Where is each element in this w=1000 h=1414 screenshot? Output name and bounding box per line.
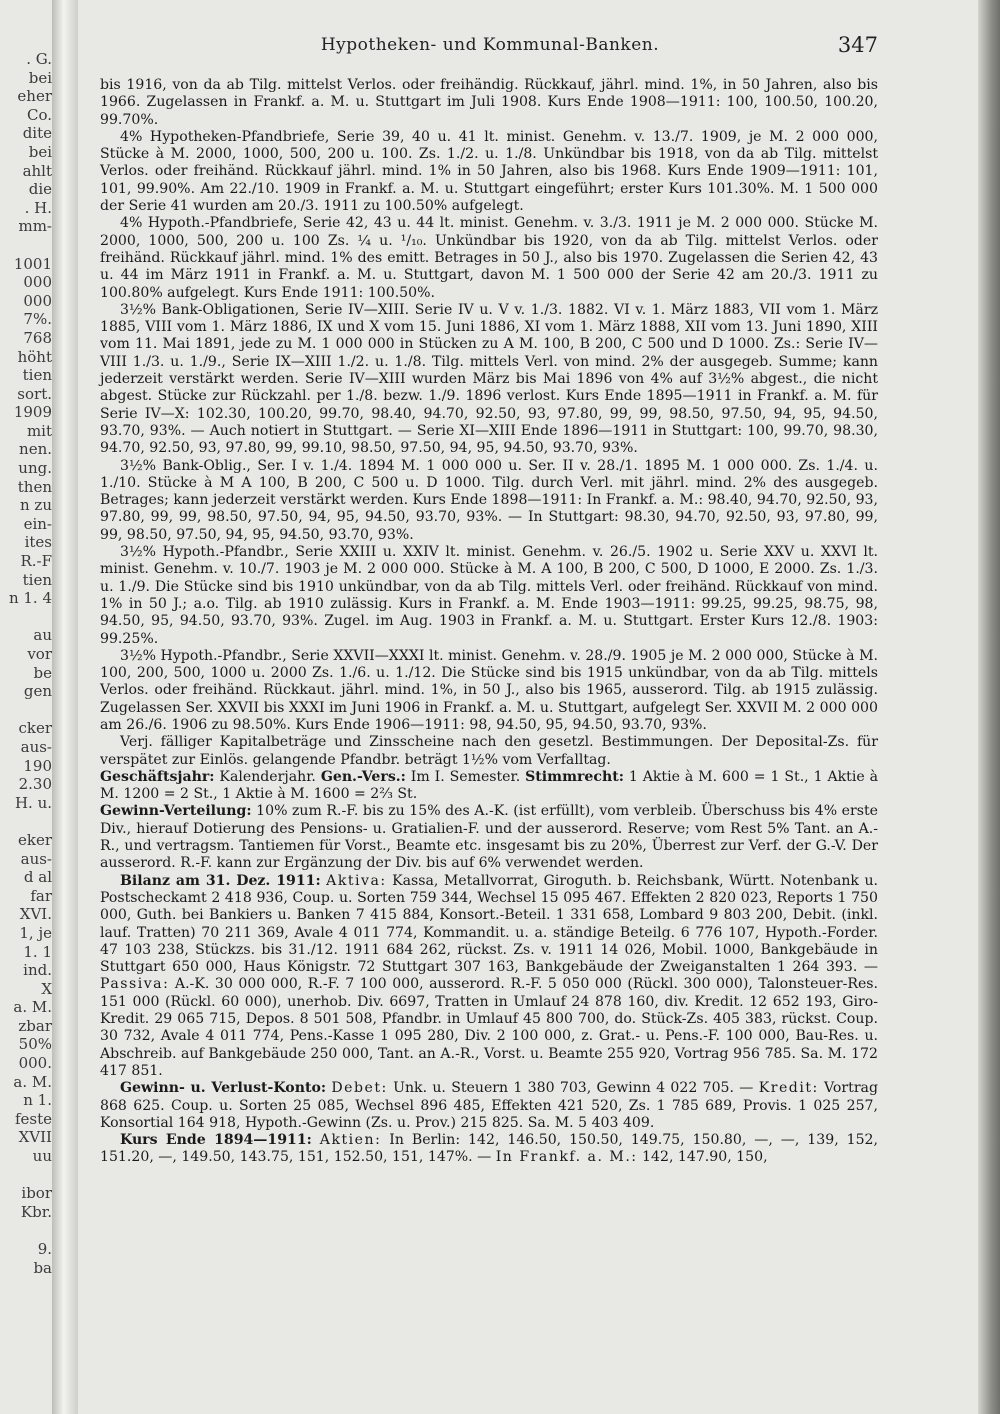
previous-page-fragment: far <box>30 886 52 905</box>
spaced-label: Passiva: <box>100 976 170 993</box>
header-title: Hypotheken- und Kommunal-Banken. <box>320 35 660 55</box>
paragraph <box>100 77 878 129</box>
paragraph <box>100 734 878 769</box>
previous-page-fragment: cker <box>18 719 52 738</box>
previous-page-fragment: then <box>17 477 52 496</box>
text-run: Kalenderjahr. <box>214 768 321 785</box>
bold-heading: Stimmrecht: <box>525 768 624 785</box>
previous-page-fragment: H. u. <box>14 793 52 812</box>
paragraph <box>100 648 878 734</box>
bold-heading: Gen.-Vers.: <box>320 768 406 785</box>
text-run: 10% zum R.-F. bis zu 15% des A.-K. (ist erfüllt), vom verbleib. Überschuss bis 4% erste Div., hierauf Dotierung des Pensions- u. Gratialien-F. und der ausserord. Reserve; vom Rest 5% Tant. an A.-R., und vertragsm. Tantiemen für Vorst., Beamte etc. insgesamt bis zu 20%, Überrest zur Verf. der G.-V. Der ausserord. R.-F. kann zur Ergänzung der Div. bis auf 6% verwendet werden. <box>100 803 878 872</box>
previous-page-fragment <box>0 1221 52 1240</box>
previous-page-fragment: gen <box>23 682 52 701</box>
previous-page-fragment: uu <box>32 1147 52 1166</box>
previous-page-fragment: 1. 1 <box>23 942 52 961</box>
page-number: 347 <box>837 33 878 57</box>
text-run: 4% Hypoth.-Pfandbriefe, Serie 42, 43 u. 44 lt. minist. Genehm. v. 3./3. 1911 je M. 2 000 000. Stücke M. 2000, 1000, 500, 200 u. 100 Zs. ¼ u. ¹/₁₀. Unkündbar bis 1920, von da ab Tilg. mittelst Verlos. oder freihänd. Rückkauf jährl. mind. 1% des emitt. Betrages in 50 J., also bis 1970. Zugelassen die Serien 42, 43 u. 44 im März 1911 in Frankf. a. M. u. Stuttgart, davon M. 1 500 000 der Serie 42 am 20./3. 1911 zu 100.80% aufgelegt. Kurs Ende 1911: 100.50%. <box>100 215 878 301</box>
previous-page-fragment: 50% <box>18 1035 52 1054</box>
previous-page-fragment: XVII <box>18 1128 52 1147</box>
previous-page-fragment: feste <box>14 1109 52 1128</box>
bold-heading: Bilanz am 31. Dez. 1911: <box>120 872 321 889</box>
spaced-label: Kredit: <box>758 1080 819 1097</box>
previous-page-fragment: n 1. 4 <box>8 589 52 608</box>
main-text-body <box>100 77 878 1167</box>
previous-page-fragment <box>0 608 52 627</box>
previous-page-fragment: die <box>28 180 52 199</box>
spaced-label: Aktien: <box>319 1132 382 1149</box>
paragraph <box>100 129 878 215</box>
previous-page-fragment: ind. <box>23 961 52 980</box>
previous-page-fragment: bei <box>28 142 52 161</box>
previous-page-fragment: eher <box>17 87 52 106</box>
previous-page-fragment: ung. <box>18 459 52 478</box>
previous-page-fragment: tien <box>22 570 52 589</box>
previous-page-fragment: aus- <box>20 737 52 756</box>
previous-page-fragment: n 1. <box>23 1091 52 1110</box>
previous-page-fragment: 2.30 <box>18 775 52 794</box>
previous-page-fragment: Kbr. <box>20 1202 52 1221</box>
previous-page-fragment: nen. <box>19 440 52 459</box>
previous-page-fragment: 000 <box>23 291 52 310</box>
previous-page-fragment: 000. <box>18 1054 52 1073</box>
previous-page-fragment: eker <box>17 830 52 849</box>
previous-page-fragment: 9. <box>37 1240 52 1258</box>
text-run: Vortrag 868 625. Coup. u. Sorten 25 085, Wechsel 896 485, Effekten 421 520, Zs. 1 785 689, Provis. 1 025 257, Konsortial 164 918, Hypoth.-Gewinn (Zs. u. Prov.) 215 825. Sa. M. 5 403 409. <box>100 1080 878 1131</box>
previous-page-fragment: be <box>33 663 52 682</box>
previous-page-fragment: tien <box>22 366 52 385</box>
paragraph <box>100 215 878 301</box>
previous-page-fragment: sort. <box>17 384 52 403</box>
previous-page-fragment: ba <box>33 1258 52 1277</box>
previous-page-fragment: mit <box>26 421 52 440</box>
previous-page-fragment: 000 <box>23 273 52 292</box>
paragraph <box>100 769 878 804</box>
text-run: Verj. fälliger Kapitalbeträge und Zinsscheine nach den gesetzl. Bestimmungen. Der Deposital-Zs. für verspätet zur Einlös. gelangende Pfandbr. beträgt 1½% vom Verfalltag. <box>100 734 878 768</box>
spaced-label: In Frankf. a. M.: <box>495 1149 638 1166</box>
previous-page-fragment: 7%. <box>23 310 52 329</box>
text-run: 3½% Hypoth.-Pfandbr., Serie XXIII u. XXIV lt. minist. Genehm. v. 26./5. 1902 u. Serie XXV u. XXVI lt. minist. Genehm. v. 10./7. 1903 je M. 2 000 000. Stücke à M. A 100, B 200, C 500, D 1000, E 2000. Zs. 1./3. u. 1./9. Die Stücke sind bis 1910 unkündbar, von da ab Tilg. mittels Verl. oder freihänd. Rückkauf von mind. 1% in 50 J.; a.o. Tilg. ab 1910 zulässig. Kurs in Frankf. a. M. Ende 1903—1911: 99.25, 99.25, 98.75, 98, 94.50, 95, 94.50, 93.70, 93%. Zugel. im Aug. 1903 in Frankf. a. M. u. Stuttgart. Erster Kurs 12./8. 1903: 99.25%. <box>100 544 878 647</box>
text-run: 3½% Hypoth.-Pfandbr., Serie XXVII—XXXI lt. minist. Genehm. v. 28./9. 1905 je M. 2 000 000, Stücke à M. 100, 200, 500, 1000 u. 2000 Zs. 1./6. u. 1./12. Die Stücke sind bis 1915 unkündbar, von da ab Tilg. mittels Verlos. oder freihänd. Rückkaut. jährl. mind. 1%, in 50 J., also bis 1965, ausserord. Tilg. ab 1915 zulässig. Zugelassen Ser. XXVII bis XXXI im Juni 1906 in Frankf. a. M. u. Stuttgart, aufgelegt Ser. XXVII M. 2 000 000 am 26./6. 1906 zu 98.50%. Kurs Ende 1906—1911: 98, 94.50, 95, 94.50, 93.70, 93%. <box>100 647 878 733</box>
paragraph <box>100 803 878 872</box>
running-header <box>100 35 880 59</box>
text-run: 4% Hypotheken-Pfandbriefe, Serie 39, 40 u. 41 lt. minist. Genehm. v. 13./7. 1909, je M. 2 000 000, Stücke à M. 2000, 1000, 500, 200 u. 100. Zs. 1./2. u. 1./8. Unkündbar bis 1918, von da ab Tilg. mittelst Verlos. oder freihänd. Rückkauf jährl. mind. 1% in 50 Jahren, also bis 1968. Kurs Ende 1909—1911: 101, 101, 99.90%. Am 22./10. 1909 in Frankf. a. M. u. Stuttgart eingeführt; erster Kurs 101.30%. M. 1 500 000 der Serie 41 wurden am 20./3. 1911 zu 100.50% aufgelegt. <box>100 128 878 215</box>
paragraph <box>100 302 878 458</box>
previous-page-fragment: mm- <box>18 217 52 236</box>
text-run: Kassa, Metallvorrat, Giroguth. b. Reichsbank, Württ. Notenbank u. Postscheckamt 2 418 936, Coup. u. Sorten 759 344, Wechsel 15 095 467. Effekten 2 820 023, Reports 1 750 000, Guth. bei Bankiers u. Banken 7 415 884, Konsort.-Beteil. 1 331 658, Lombard 9 803 200, Debit. (inkl. lauf. Tratten) 70 211 369, Avale 4 011 774, Kommandit. u. a. ständige Beteilg. 6 776 107, Hypoth.-Forder. 47 103 238, Stückzs. bis 31./12. 1911 684 262, rückst. Zs. v. 1911 14 026, Mobil. 1000, Bankgebäude in Stuttgart 650 000, Haus Königstr. 72 Stuttgart 307 163, Bankgebäude der Zweiganstalten 1 264 393. — <box>100 872 878 976</box>
text-run: 3½% Bank-Obligationen, Serie IV—XIII. Serie IV u. V v. 1./3. 1882. VI v. 1. März 1883, VII vom 1. März 1885, VIII vom 1. März 1886, IX und X vom 15. Juni 1886, XI vom 1. März 1888, XII vom 13. Juni 1890, XIII vom 11. Mai 1891, jede zu M. 1 000 000 in Stücken zu A M. 100, B 200, C 500 und D 1000. Zs.: Serie IV—VIII 1./3. u. 1./9., Serie IX—XIII 1./2. u. 1./8. Tilg. mittels Verl. von mind. 2% der ausgegeb. Summe; kann jederzeit verstärkt werden. Serie IV—XIII wurden März bis Mai 1896 von 4% auf 3½% abgest., die nicht abgest. Stücke zur Rückzahl. per 1./8. bezw. 1./9. 1896 verlost. Kurs Ende 1895—1911 in Frankf. a. M. für Serie IV—X: 102.30, 100.20, 99.70, 98.40, 94.70, 92.50, 93, 97.80, 99, 99, 98.50, 97.50, 94, 95, 94.50, 93.70, 93%. — Auch notiert in Stuttgart. — Serie XI—XIII Ende 1896—1911 in Stuttgart: 100, 99.70, 98.30, 94.70, 92.50, 93, 97.80, 99, 99.10, 98.50, 97.50, 94, 95, 94.50, 93.70, 93%. <box>100 301 878 457</box>
paragraph <box>100 544 878 648</box>
bold-heading: Gewinn-Verteilung: <box>100 803 252 820</box>
text-run: Im I. Semester. <box>405 768 526 785</box>
text-run: In Berlin: 142, 146.50, 150.50, 149.75, 150.80, —, —, 139, 152, 151.20, —, 149.50, 143.75, 151, 152.50, 151, 147%. — <box>100 1132 878 1166</box>
previous-page-fragment: 768 <box>23 328 52 347</box>
text-run: A.-K. 30 000 000, R.-F. 7 100 000, ausserord. R.-F. 5 050 000 (Rückl. 300 000), Talonsteuer-Res. 151 000 (Rückl. 60 000), unerhob. Div. 6697, Tratten in Umlauf 24 878 160, div. Kredit. 12 652 193, Giro-Kredit. 29 065 715, Depos. 8 501 508, Pfandbr. in Umlauf 45 800 700, do. Stück-Zs. 405 383, rückst. Coup. 30 732, Avale 4 011 774, Pens.-Kasse 1 095 280, Div. 2 100 000, z. Grat.- u. Pens.-F. 100 000, Bau-Res. u. Abschreib. auf Bankgebäude 250 000, Tant. an A.-R., Vorst. u. Beamte 255 920, Vortrag 956 785. Sa. M. 172 417 851. <box>100 976 878 1079</box>
previous-page-fragment <box>0 236 52 255</box>
text-run: 142, 147.90, 150, <box>637 1149 768 1166</box>
previous-page-fragment: 1, je <box>19 923 52 942</box>
book-gutter-fold <box>52 0 78 1414</box>
previous-page-fragment: au <box>33 626 52 645</box>
previous-page-fragment <box>0 701 52 720</box>
previous-page-fragment <box>0 1166 52 1185</box>
bold-heading: Geschäftsjahr: <box>100 768 215 785</box>
previous-page-fragment: 190 <box>23 756 52 775</box>
previous-page-fragment: dite <box>22 124 52 143</box>
previous-page-fragment: . H. <box>24 198 52 217</box>
previous-page-fragment: a. M. <box>13 1072 52 1091</box>
paragraph <box>100 1132 878 1167</box>
previous-page-fragment: n zu <box>20 496 52 515</box>
previous-page-fragment: d al <box>23 868 52 887</box>
paragraph <box>100 1080 878 1132</box>
text-run: 3½% Bank-Oblig., Ser. I v. 1./4. 1894 M. 1 000 000 u. Ser. II v. 28./1. 1895 M. 1 000 000. Zs. 1./4. u. 1./10. Stücke à M A 100, B 200, C 500 u. D 1000. Tilg. durch Verl. mit jährl. mind. 2% des ausgegeb. Betrages; kann jederzeit verstärkt werden. Kurs Ende 1898—1911: In Frankf. a. M.: 98.40, 94.70, 92.50, 93, 97.80, 99, 99, 98.50, 97.50, 94, 95, 94.50, 93.70, 93%. — In Stuttgart: 98.30, 94.70, 92.50, 93, 97.80, 99, 99, 98.50, 97.50, 94, 95, 94.50, 93.70, 93%. <box>100 457 878 543</box>
previous-page-fragment: a. M. <box>13 998 52 1017</box>
page-edge <box>978 0 1000 1414</box>
previous-page-fragment: ibor <box>21 1184 52 1203</box>
previous-page-fragment: bei <box>28 68 52 87</box>
previous-page-fragment: ein- <box>23 514 52 533</box>
paragraph <box>100 458 878 544</box>
previous-page-fragment: Co. <box>26 105 52 124</box>
previous-page-fragment: . G. <box>26 50 52 68</box>
previous-page-fragment: zbar <box>18 1016 52 1035</box>
previous-page-fragment: ites <box>24 533 52 552</box>
bold-heading: Gewinn- u. Verlust-Konto: <box>120 1080 327 1097</box>
previous-page-fragment: 1909 <box>13 403 52 422</box>
previous-page-fragment <box>0 812 52 831</box>
previous-page-fragment: XVI. <box>19 905 52 924</box>
bold-heading: Kurs Ende 1894—1911: <box>120 1132 312 1149</box>
previous-page-fragment: 1001 <box>13 254 52 273</box>
paragraph <box>100 873 878 1081</box>
previous-page-fragment: aus- <box>20 849 52 868</box>
text-run: 1 Aktie à M. 600 = 1 St., 1 Aktie à M. 1200 = 2 St., 1 Aktie à M. 1600 = 2⅔ St. <box>100 768 878 803</box>
text-run: Unk. u. Steuern 1 380 703, Gewinn 4 022 705. — <box>387 1080 759 1097</box>
previous-page-fragment: vor <box>27 645 52 663</box>
text-run: bis 1916, von da ab Tilg. mittelst Verlos. oder freihändig. Rückkauf, jährl. mind. 1%, in 50 Jahren, also bis 1966. Zugelassen in Frankf. a. M. u. Stuttgart im Juli 1908. Kurs Ende 1908—1911: 100, 100.50, 100.20, 99.70%. <box>100 77 878 128</box>
previous-page-fragment: ahlt <box>22 161 52 180</box>
previous-page-fragment: R.-F <box>20 552 52 571</box>
spaced-label: Aktiva: <box>326 872 387 889</box>
spaced-label: Debet: <box>331 1080 388 1097</box>
previous-page-fragment: X <box>41 979 52 998</box>
previous-page-column <box>0 50 52 1277</box>
text-run <box>312 1132 320 1148</box>
previous-page-fragment: höht <box>17 347 52 366</box>
